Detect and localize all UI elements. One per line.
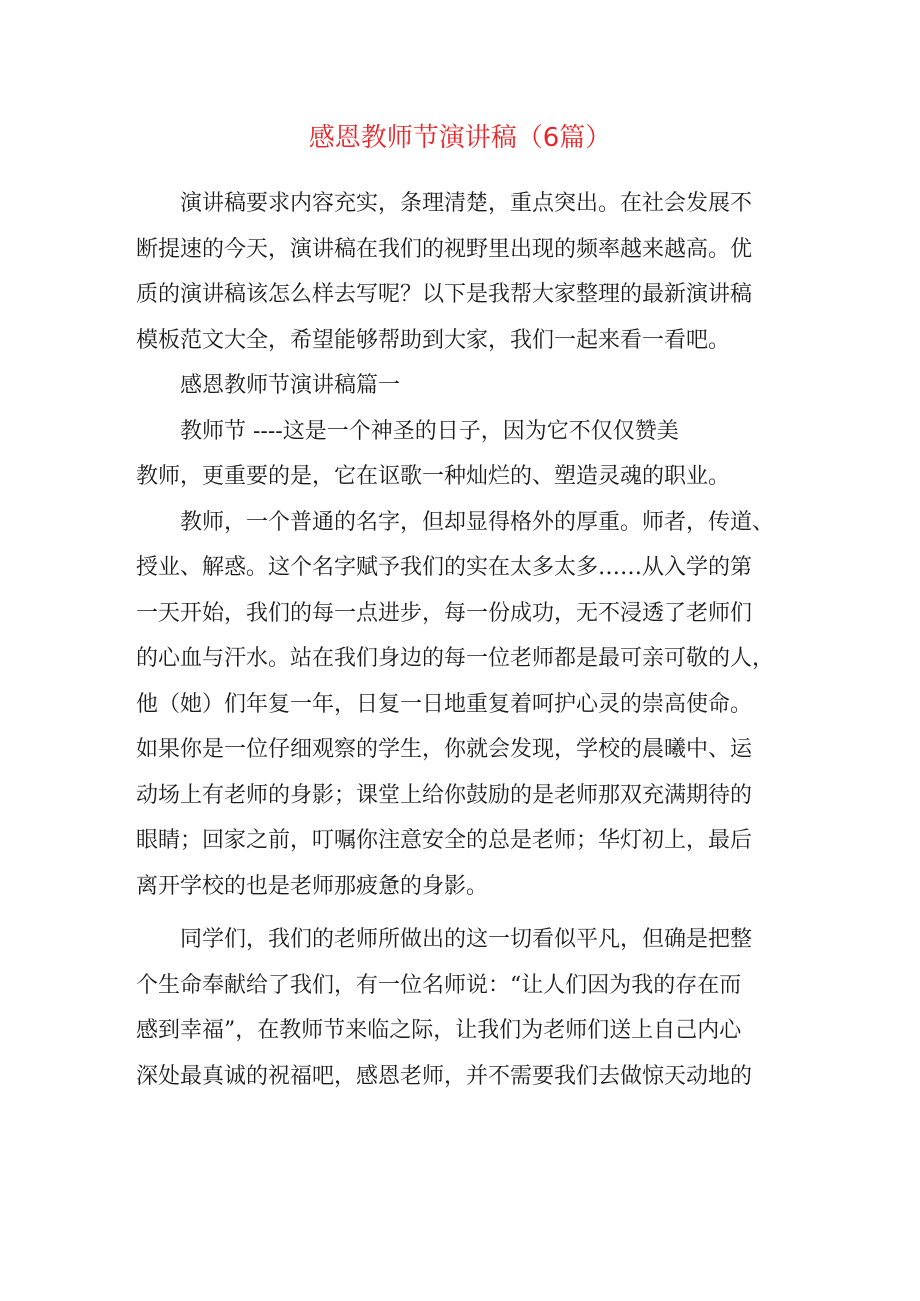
text-line: 如果你是一位仔细观察的学生，你就会发现，学校的晨曦中、运: [136, 737, 753, 762]
text-line: 质的演讲稿该怎么样去写呢？以下是我帮大家整理的最新演讲稿: [136, 282, 753, 307]
document-title: 感恩教师节演讲稿（6篇）: [308, 123, 612, 153]
text-line: 感到幸福”，在教师节来临之际，让我们为老师们送上自己内心: [136, 1018, 742, 1043]
text-line: 深处最真诚的祝福吧，感恩老师，并不需要我们去做惊天动地的: [136, 1063, 753, 1089]
paragraph-students: [136, 917, 796, 1099]
text-line: 个生命奉献给了我们，有一位名师说：“让人们因为我的存在而: [136, 972, 742, 998]
text-line: 他（她）们年复一年，日复一日地重复着呵护心灵的崇高使命。: [136, 691, 753, 717]
text-line: 教师，一个普通的名字，但却显得格外的厚重。师者，传道、: [180, 509, 775, 535]
text-line: 动场上有老师的身影；课堂上给你鼓励的是老师那双充满期待的: [136, 782, 753, 808]
text-line: 模板范文大全，希望能够帮助到大家，我们一起来看一看吧。: [136, 327, 731, 353]
text-line: 授业、解惑。这个名字赋予我们的实在太多太多……从入学的第: [136, 555, 753, 580]
text-line: 一天开始，我们的每一点进步，每一份成功，无不浸透了老师们: [136, 600, 753, 626]
text-line: 感恩教师节演讲稿篇一: [180, 373, 401, 398]
document-body: [136, 181, 796, 1099]
text-line: 断提速的今天，演讲稿在我们的视野里出现的频率越来越高。优: [136, 236, 753, 262]
text-line: 教师，更重要的是，它在讴歌一种灿烂的、塑造灵魂的职业。: [136, 464, 731, 489]
text-line: 离开学校的也是老师那疲惫的身影。: [136, 873, 489, 899]
text-line: 同学们，我们的老师所做出的这一切看似平凡，但确是把整: [180, 927, 753, 952]
paragraph-teacher-name: [136, 500, 796, 910]
paragraph-intro: [136, 181, 796, 363]
text-line: 教师节 ----这是一个神圣的日子，因为它不仅仅赞美: [180, 418, 679, 444]
text-line: 眼睛；回家之前，叮嘱你注意安全的总是老师；华灯初上，最后: [136, 828, 753, 853]
section-heading: [136, 363, 796, 409]
text-line: 演讲稿要求内容充实，条理清楚，重点突出。在社会发展不: [180, 191, 753, 216]
paragraph-teachers-day: [136, 409, 796, 500]
text-line: 的心血与汗水。站在我们身边的每一位老师都是最可亲可敬的人，: [136, 646, 775, 671]
